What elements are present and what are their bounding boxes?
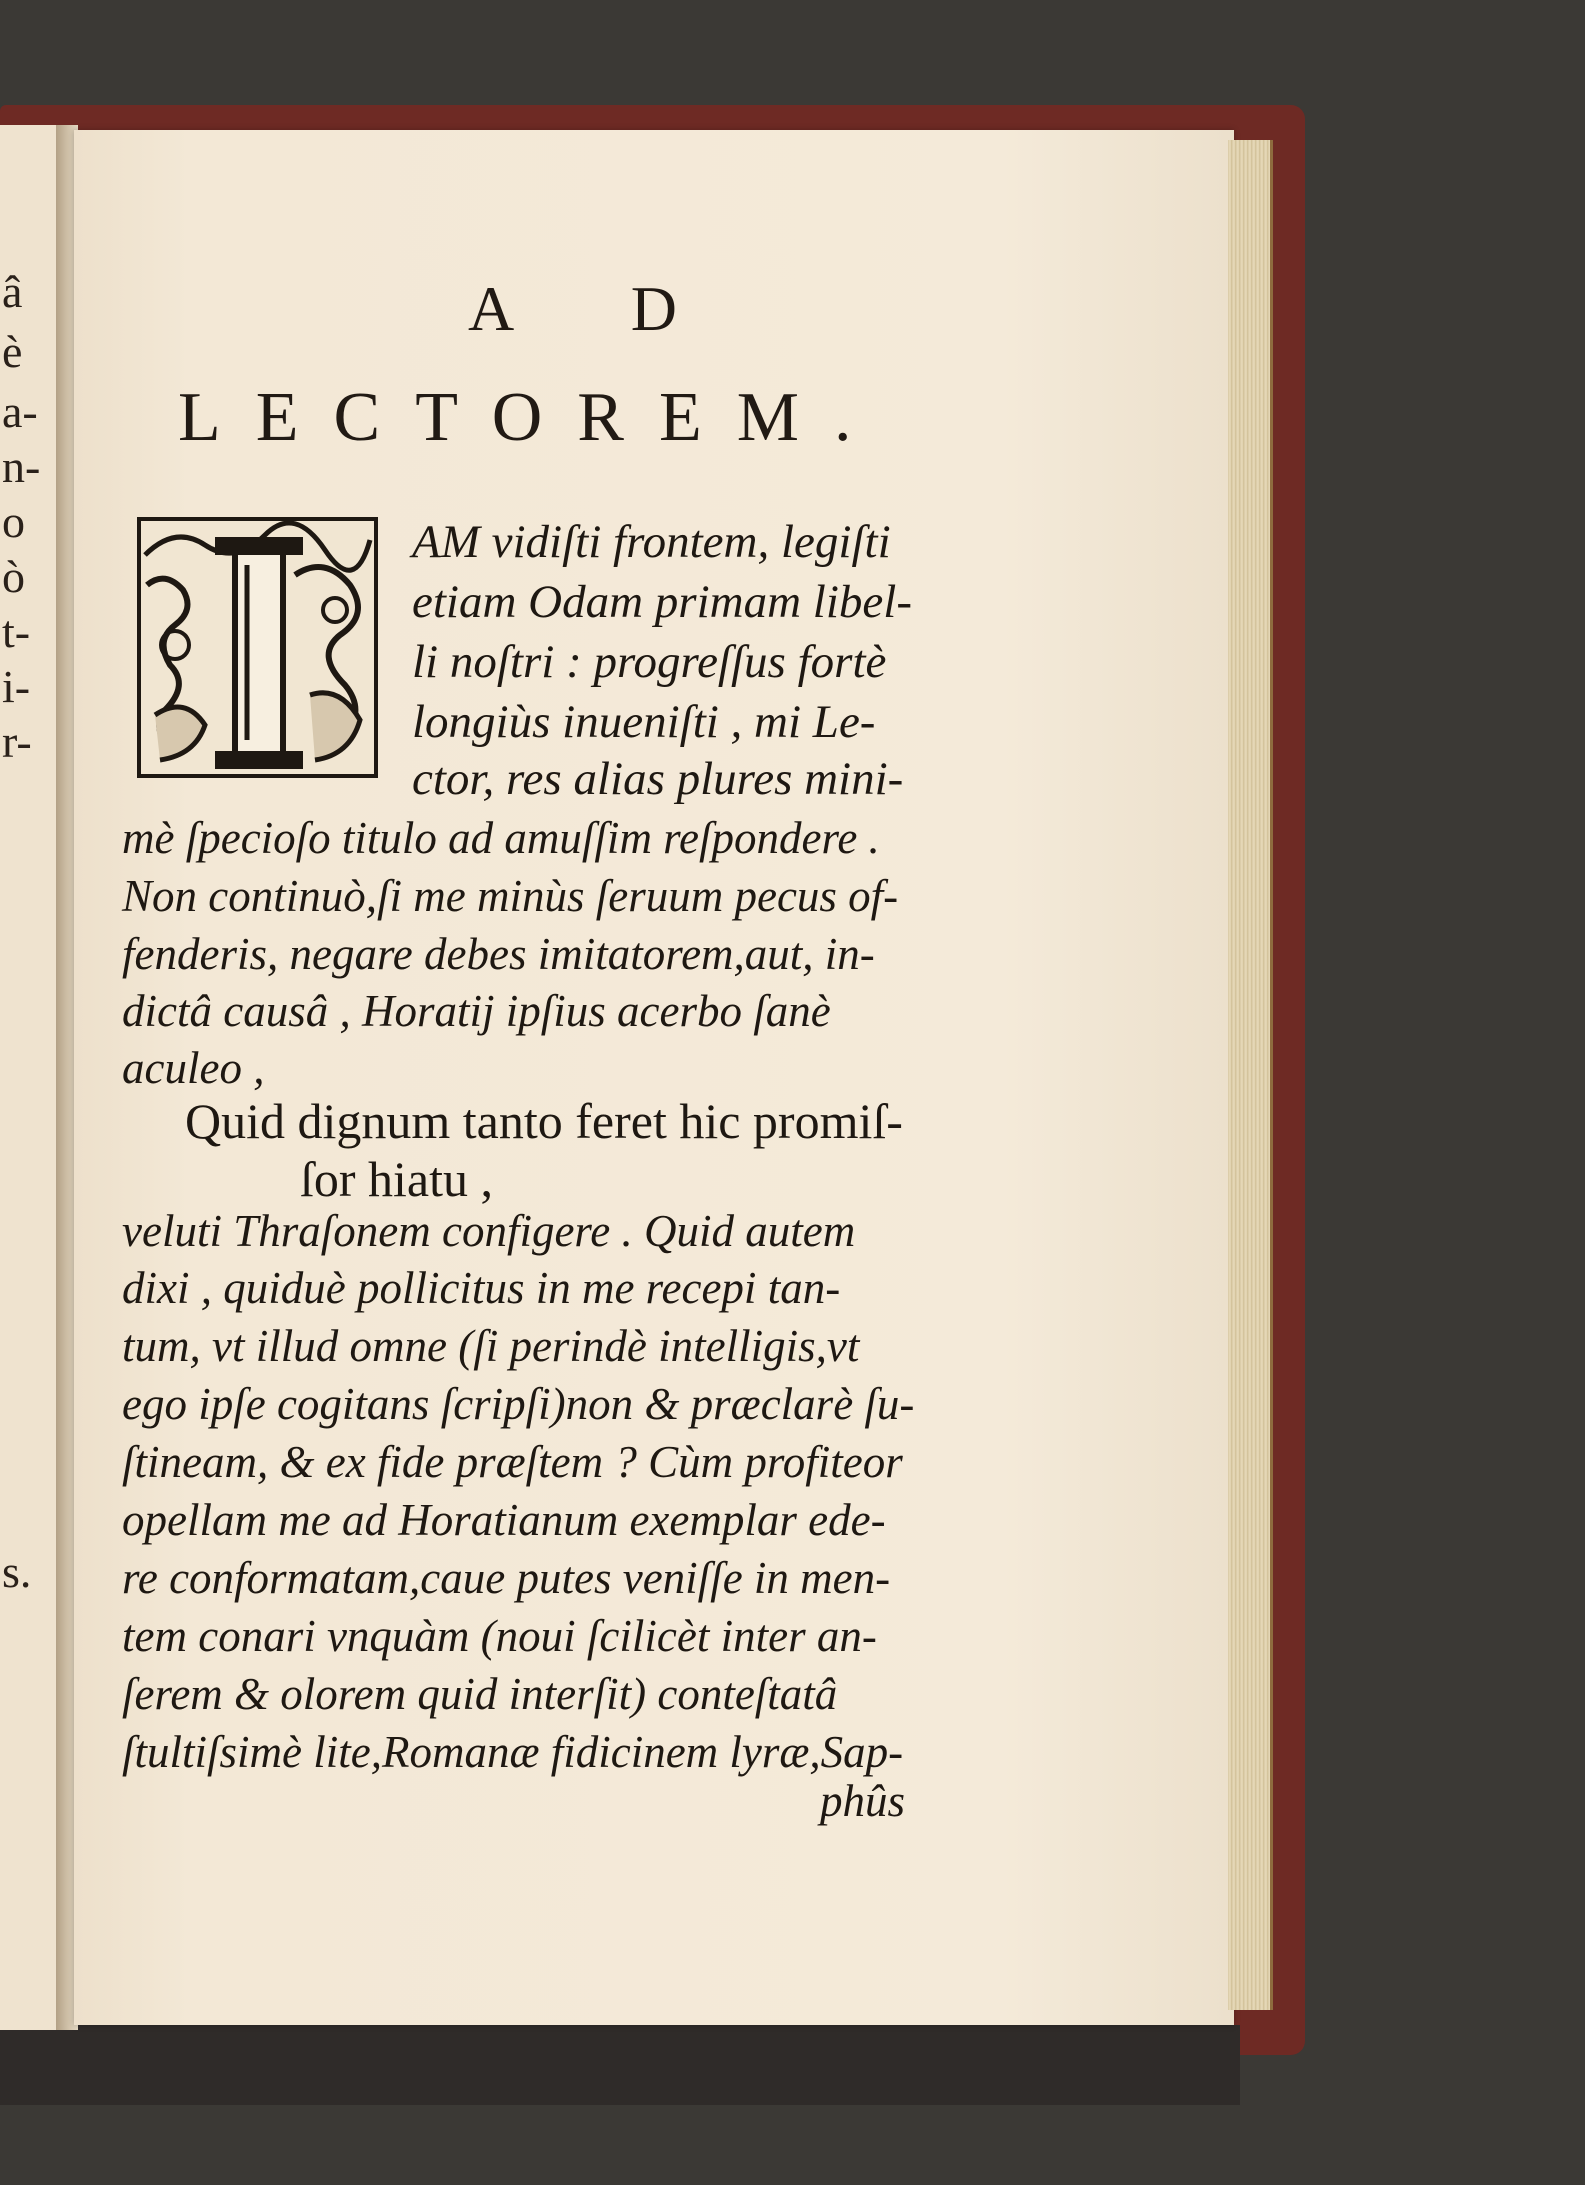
text-line: ctor, res alias plures mini- bbox=[412, 753, 904, 805]
text-line: longiùs inueniſti , mi Le- bbox=[412, 696, 876, 748]
left-fragment: â bbox=[2, 266, 23, 317]
text-line: ego ipſe cogitans ſcripſi)non & præclarè ſu- bbox=[122, 1379, 915, 1429]
text-line: AM vidiſti frontem, legiſti bbox=[412, 516, 891, 568]
heading-lectorem: LECTOREM. bbox=[178, 379, 887, 456]
text-line: etiam Odam primam libel- bbox=[412, 576, 912, 628]
decorated-initial-icon bbox=[135, 515, 380, 780]
left-fragment: n- bbox=[2, 441, 41, 492]
text-line: Non continuò,ſi me minùs ſeruum pecus of- bbox=[122, 871, 899, 921]
text-line: mè ſpecioſo titulo ad amuſſim reſpondere . bbox=[122, 813, 880, 863]
left-fragment: è bbox=[2, 326, 23, 377]
text-line: re conformatam,caue putes veniſſe in men- bbox=[122, 1553, 891, 1603]
left-fragment: o bbox=[2, 496, 25, 547]
initial-letter: I bbox=[135, 515, 136, 516]
book-shadow bbox=[0, 2025, 1240, 2105]
text-line: aculeo , bbox=[122, 1043, 265, 1093]
text-line: fenderis, negare debes imitatorem,aut, in- bbox=[122, 929, 875, 979]
page-edges bbox=[1228, 140, 1273, 2010]
heading-ad: A D bbox=[468, 273, 729, 344]
verse-line: ſor hiatu , bbox=[300, 1151, 494, 1207]
text-line: opellam me ad Horatianum exemplar ede- bbox=[122, 1495, 886, 1545]
text-line: ſtultiſsimè lite,Romanæ fidicinem lyræ,Sap- bbox=[122, 1727, 904, 1777]
left-fragment: t- bbox=[2, 606, 31, 657]
catchword: phûs bbox=[820, 1776, 906, 1826]
left-fragment: a- bbox=[2, 386, 38, 437]
text-line: ſerem & olorem quid interſit) conteſtatâ bbox=[122, 1669, 838, 1719]
text-line: veluti Thraſonem configere . Quid autem bbox=[122, 1206, 856, 1256]
left-fragment: ò bbox=[2, 551, 25, 602]
text-line: dictâ causâ , Horatij ipſius acerbo ſanè bbox=[122, 986, 831, 1036]
text-line: ſtineam, & ex fide præſtem ? Cùm profiteor bbox=[122, 1437, 903, 1487]
left-fragment: i- bbox=[2, 661, 31, 712]
text-line: dixi , quiduè pollicitus in me recepi tan- bbox=[122, 1263, 841, 1313]
verse-line: Quid dignum tanto feret hic promiſ- bbox=[185, 1093, 903, 1149]
text-line: tem conari vnquàm (noui ſcilicèt inter an- bbox=[122, 1611, 877, 1661]
left-fragment: s. bbox=[2, 1546, 32, 1597]
left-fragment: r- bbox=[2, 716, 32, 767]
text-line: li noſtri : progreſſus fortè bbox=[412, 636, 887, 688]
text-line: tum, vt illud omne (ſi perindè intelligis,vt bbox=[122, 1321, 860, 1371]
